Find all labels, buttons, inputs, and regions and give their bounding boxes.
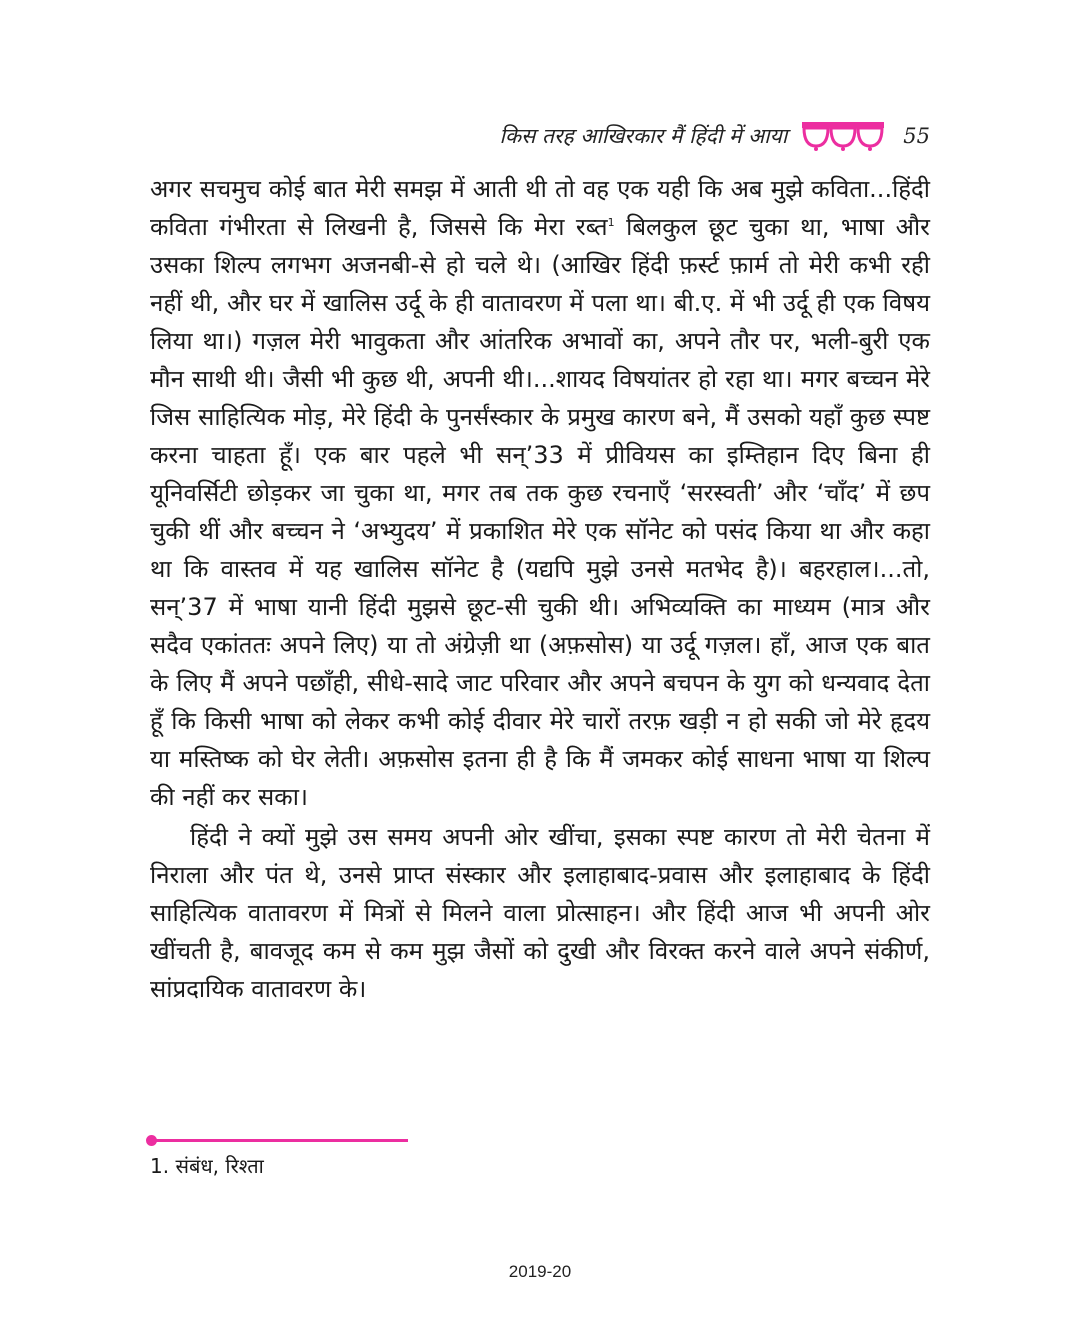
scalloped-border-ornament-icon [801,120,885,152]
page-number: 55 [903,124,930,148]
running-title: किस तरह आखिरकार मैं हिंदी में आया [499,124,788,148]
footnote: 1. संबंध, रिश्ता [150,1154,264,1178]
edition-footer: 2019-20 [508,1262,572,1281]
footnote-divider [150,1139,408,1142]
body-text [150,170,930,1008]
footnote-marker: 1 [607,216,615,229]
paragraph-1-part-2: बिलकुल छूट चुका था, भाषा और उसका शिल्प लगभग अजनबी-से हो चले थे। (आखिर हिंदी फ़र्स्ट फ़ार्म तो मेरी कभी रही नहीं थी, और घर में खालिस उर्दू के ही वातावरण में पला था। बी.ए. में भी उर्दू ही एक विषय लिया था।) गज़ल मेरी भावुकता और आंतरिक अभावों का, अपने तौर पर, भली-बुरी एक मौन साथी थी। जैसी भी कुछ थी, अपनी थी।...शायद विषयांतर हो रहा था। मगर बच्चन मेरे जिस साहित्यिक मोड़, मेरे हिंदी के पुनर्संस्कार के प्रमुख कारण बने, मैं उसको यहाँ कुछ स्पष्ट करना चाहता हूँ। एक बार पहले भी सन्’33 में प्रीवियस का इम्तिहान दिए बिना ही यूनिवर्सिटी छोड़कर जा चुका था, मगर तब तक कुछ रचनाएँ ‘सरस्वती’ और ‘चाँद’ में छप चुकी थीं और बच्चन ने ‘अभ्युदय’ में प्रकाशित मेरे एक सॉनेट को पसंद किया था और कहा था कि वास्तव में यह खालिस सॉनेट है (यद्यपि मुझे उनसे मतभेद है)। बहरहाल।...तो, सन्’37 में भाषा यानी हिंदी मुझसे छूट-सी चुकी थी। अभिव्यक्ति का माध्यम (मात्र और सदैव एकांततः अपने लिए) या तो अंग्रेज़ी था (अफ़सोस) या उर्दू गज़ल। हाँ, आज एक बात के लिए मैं अपने पछाँही, सीधे-सादे जाट परिवार और अपने बचपन के युग को धन्यवाद देता हूँ कि किसी भाषा को लेकर कभी कोई दीवार मेरे चारों तरफ़ खड़ी न हो सकी जो मेरे हृदय या मस्तिष्क को घेर लेती। अफ़सोस इतना ही है कि मैं जमकर कोई साधना भाषा या शिल्प की नहीं कर सका। [150,213,930,811]
paragraph-1-part-1: अगर सचमुच कोई बात मेरी समझ में आती थी तो वह एक यही कि अब मुझे कविता...हिंदी कविता गंभीरता से लिखनी है, जिससे कि मेरा रब्त [150,175,930,241]
running-header [500,120,930,152]
paragraph-2: हिंदी ने क्यों मुझे उस समय अपनी ओर खींचा, इसका स्पष्ट कारण तो मेरी चेतना में निराला और पंत थे, उनसे प्राप्त संस्कार और इलाहाबाद-प्रवास और इलाहाबाद के हिंदी साहित्यिक वातावरण में मित्रों से मिलने वाला प्रोत्साहन। और हिंदी आज भी अपनी ओर खींचती है, बावजूद कम से कम मुझ जैसों को दुखी और विरक्त करने वाले अपने संकीर्ण, सांप्रदायिक वातावरण के। [150,823,930,1003]
paragraph-1 [150,170,930,816]
